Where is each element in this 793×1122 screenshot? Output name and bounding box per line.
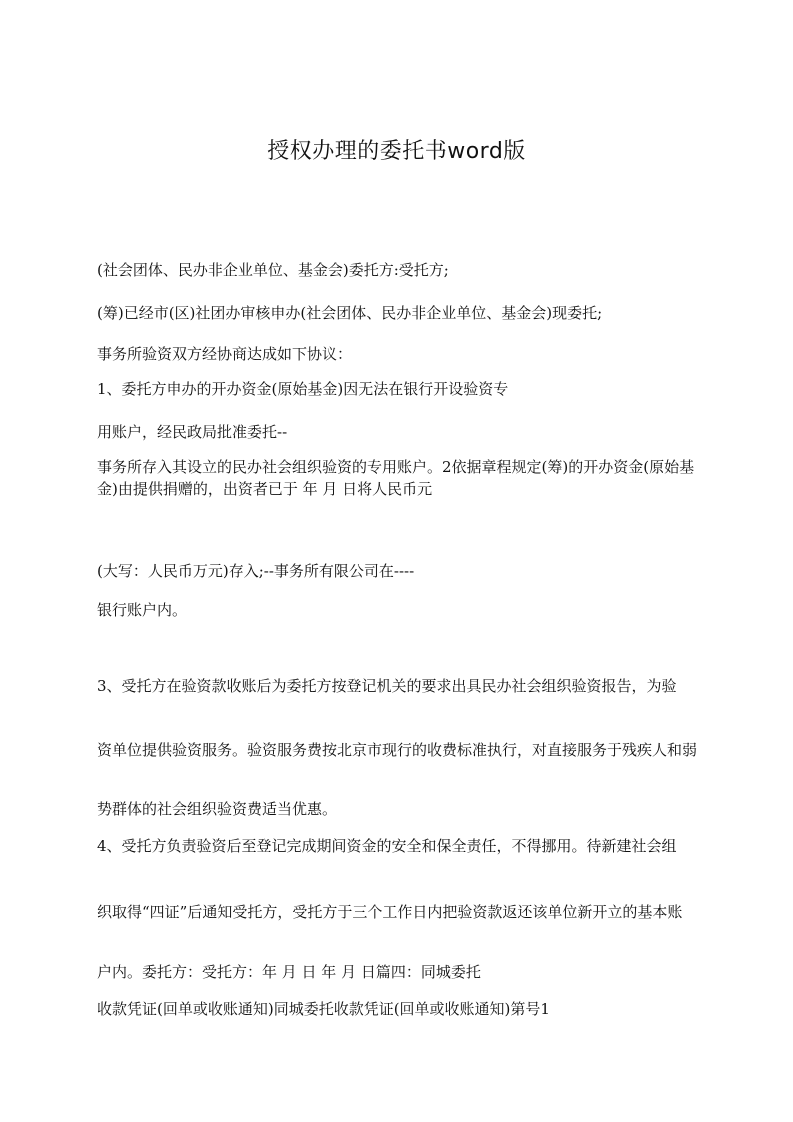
paragraph-12: 4、受托方负责验资后至登记完成期间资金的安全和保全责任，不得挪用。待新建社会组: [97, 837, 677, 855]
paragraph-9: 3、受托方在验资款收账后为委托方按登记机关的要求出具民办社会组织验资报告，为验: [97, 677, 677, 695]
paragraph-15: 收款凭证(回单或收账通知)同城委托收款凭证(回单或收账通知)第号1: [97, 1000, 550, 1018]
paragraph-10: 资单位提供验资服务。验资服务费按北京市现行的收费标准执行，对直接服务于残疾人和弱: [97, 741, 698, 759]
paragraph-5: 用账户，经民政局批准委托--: [97, 423, 288, 441]
paragraph-3: 事务所验资双方经协商达成如下协议：: [97, 345, 353, 363]
document-title: 授权办理的委托书word版: [267, 139, 526, 164]
paragraph-13: 织取得“四证”后通知受托方，受托方于三个工作日内把验资款返还该单位新开立的基本账: [97, 903, 683, 921]
paragraph-8: 银行账户内。: [97, 601, 188, 619]
paragraph-2: (筹)已经市(区)社团办审核申办(社会团体、民办非企业单位、基金会)现委托;: [97, 304, 603, 322]
paragraph-6: 事务所存入其设立的民办社会组织验资的专用账户。2依据章程规定(筹)的开办资金(原始基金)由提供捐赠的，出资者已于 年 月 日将人民币元: [97, 458, 695, 498]
paragraph-14: 户内。委托方：受托方：年 月 日 年 月 日篇四：同城委托: [97, 963, 481, 981]
paragraph-7: (大写：人民币万元)存入;--事务所有限公司在----: [97, 562, 415, 580]
paragraph-4: 1、委托方申办的开办资金(原始基金)因无法在银行开设验资专: [97, 380, 509, 398]
paragraph-1: (社会团体、民办非企业单位、基金会)委托方:受托方;: [97, 261, 449, 279]
paragraph-11: 势群体的社会组织验资费适当优惠。: [97, 800, 338, 818]
